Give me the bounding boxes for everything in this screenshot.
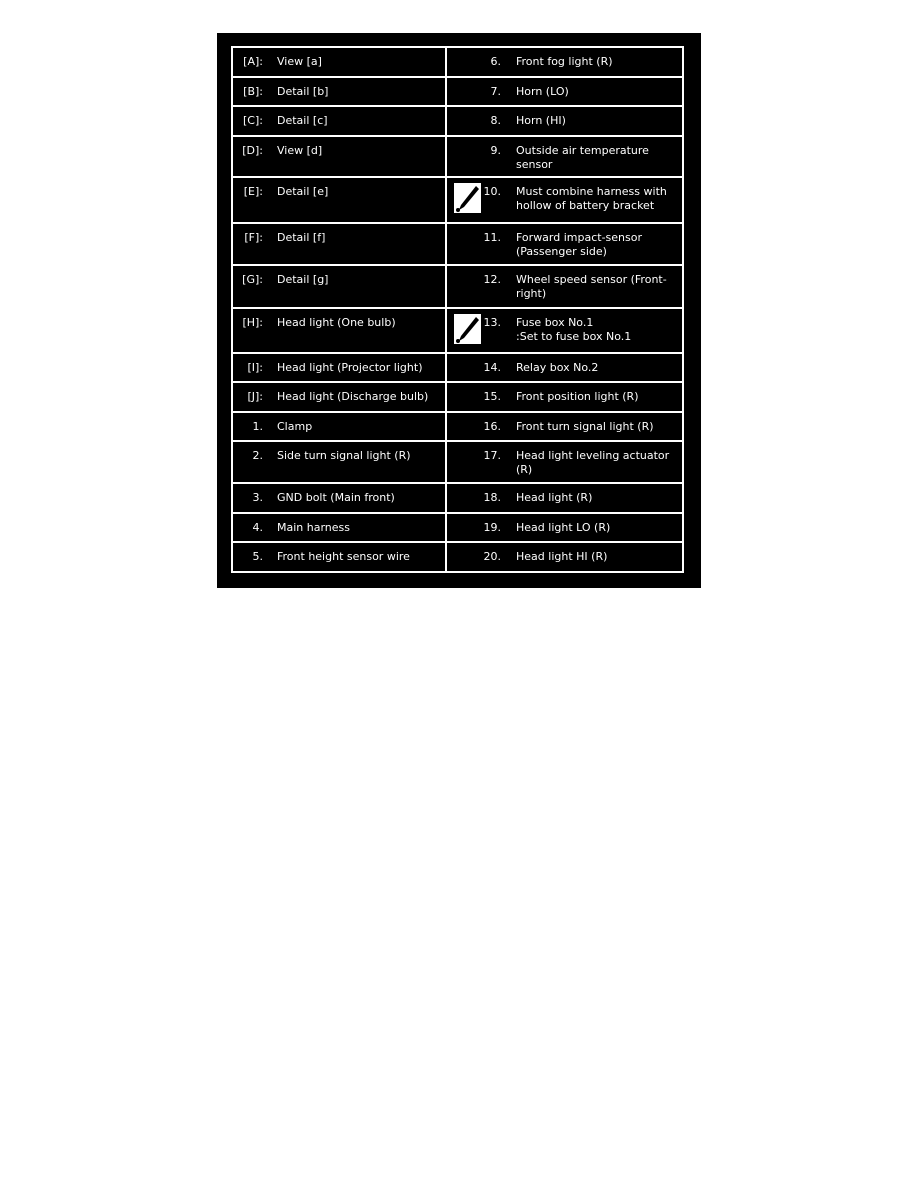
item-number: [H]: [242,316,263,329]
item-number: [I]: [247,361,263,374]
item-description: Head light HI (R) [516,550,608,563]
legend-cell-left [232,136,446,177]
legend-cell-right [446,106,683,136]
legend-cell-left [232,513,446,542]
legend-entry [447,442,682,476]
legend-row [232,106,683,136]
item-number: 1. [252,420,263,433]
legend-cell-right [446,177,683,223]
legend-cell-left [232,308,446,353]
item-description: Front height sensor wire [277,550,410,563]
legend-entry [233,383,445,404]
legend-cell-right [446,542,683,572]
legend-entry [233,413,445,434]
legend-row [232,513,683,542]
legend-cell-right [446,308,683,353]
legend-entry [233,48,445,69]
legend-cell-right [446,513,683,542]
legend-row [232,177,683,223]
legend-row [232,47,683,77]
item-description: Outside air temperature sensor [516,144,649,171]
item-description: Must combine harness with hollow of battery bracket [516,185,667,212]
item-description: Front turn signal light (R) [516,420,654,433]
item-number: 6. [490,55,501,68]
legend-cell-left [232,441,446,483]
legend-cell-left [232,77,446,106]
legend-entry [447,413,682,434]
legend-cell-left [232,483,446,513]
legend-row [232,308,683,353]
legend-entry [447,178,682,212]
legend-entry [447,543,682,564]
legend-entry [447,514,682,535]
item-description: Clamp [277,420,313,433]
legend-row [232,412,683,441]
item-description: Detail [f] [277,231,326,244]
legend-cell-right [446,47,683,77]
legend-entry [447,354,682,375]
legend-row [232,77,683,106]
legend-row [232,136,683,177]
legend-entry [447,48,682,69]
item-description: GND bolt (Main front) [277,491,395,504]
legend-entry [233,484,445,505]
item-number: [B]: [243,85,263,98]
item-number: [E]: [243,185,263,198]
item-number: [G]: [242,273,263,286]
legend-cell-left [232,412,446,441]
legend-cell-left [232,265,446,308]
item-description: Head light leveling actuator (R) [516,449,670,476]
item-number: [C]: [243,114,263,127]
legend-entry [233,354,445,375]
legend-entry [447,383,682,404]
legend-cell-right [446,77,683,106]
legend-entry [233,266,445,287]
item-number: 19. [483,521,501,534]
item-number: 17. [483,449,501,462]
item-number: 8. [490,114,501,127]
item-description: Forward impact-sensor (Passenger side) [516,231,643,258]
legend-panel [217,33,701,588]
legend-entry [447,224,682,258]
item-description: Side turn signal light (R) [277,449,411,462]
item-number: [A]: [243,55,263,68]
legend-entry [233,543,445,564]
legend-table [231,46,684,573]
legend-cell-left [232,177,446,223]
item-description: View [a] [277,55,322,68]
legend-cell-left [232,353,446,382]
legend-entry [447,266,682,300]
item-number: 9. [490,144,501,157]
legend-entry [447,484,682,505]
legend-entry [233,224,445,245]
item-number: 5. [252,550,263,563]
legend-entry [233,514,445,535]
legend-cell-right [446,483,683,513]
item-description: Horn (HI) [516,114,566,127]
item-description: Relay box No.2 [516,361,599,374]
item-description: Head light (R) [516,491,593,504]
item-number: 2. [252,449,263,462]
legend-cell-left [232,542,446,572]
legend-cell-right [446,223,683,265]
item-number: [F]: [244,231,263,244]
item-number: 12. [483,273,501,286]
item-number: [D]: [242,144,263,157]
legend-cell-left [232,382,446,412]
legend-entry [233,137,445,158]
legend-cell-left [232,47,446,77]
item-number: 4. [252,521,263,534]
legend-entry [233,309,445,330]
legend-row [232,542,683,572]
item-number: 15. [483,390,501,403]
legend-cell-right [446,412,683,441]
item-description: Head light LO (R) [516,521,611,534]
item-number: 11. [483,231,501,244]
legend-cell-left [232,223,446,265]
item-description: Detail [b] [277,85,329,98]
legend-entry [447,137,682,171]
item-description: Head light (Projector light) [277,361,423,374]
legend-row [232,441,683,483]
legend-row [232,483,683,513]
legend-entry [447,309,682,343]
caution-pencil-icon [454,183,481,213]
item-description: Head light (One bulb) [277,316,396,329]
legend-cell-right [446,353,683,382]
legend-row [232,382,683,412]
caution-pencil-icon [454,314,481,344]
item-number: 18. [483,491,501,504]
item-description: Fuse box No.1 :Set to fuse box No.1 [516,316,632,343]
item-description: Detail [g] [277,273,329,286]
legend-entry [233,78,445,99]
legend-cell-right [446,136,683,177]
legend-entry [447,78,682,99]
legend-cell-right [446,265,683,308]
item-number: 16. [483,420,501,433]
legend-row [232,353,683,382]
item-description: Main harness [277,521,350,534]
item-number: 13. [483,316,501,329]
legend-cell-right [446,441,683,483]
item-number: 14. [483,361,501,374]
item-number: 3. [252,491,263,504]
legend-entry [233,442,445,463]
item-description: Detail [e] [277,185,329,198]
item-description: Head light (Discharge bulb) [277,390,429,403]
legend-entry [233,178,445,199]
item-number: 7. [490,85,501,98]
item-number: [J]: [247,390,263,403]
legend-entry [447,107,682,128]
legend-entry [233,107,445,128]
legend-row [232,223,683,265]
item-number: 20. [483,550,501,563]
legend-row [232,265,683,308]
item-description: Front position light (R) [516,390,639,403]
item-description: Detail [c] [277,114,328,127]
legend-cell-right [446,382,683,412]
item-description: View [d] [277,144,323,157]
item-number: 10. [483,185,501,198]
item-description: Wheel speed sensor (Front-right) [516,273,667,300]
item-description: Horn (LO) [516,85,569,98]
item-description: Front fog light (R) [516,55,613,68]
legend-cell-left [232,106,446,136]
